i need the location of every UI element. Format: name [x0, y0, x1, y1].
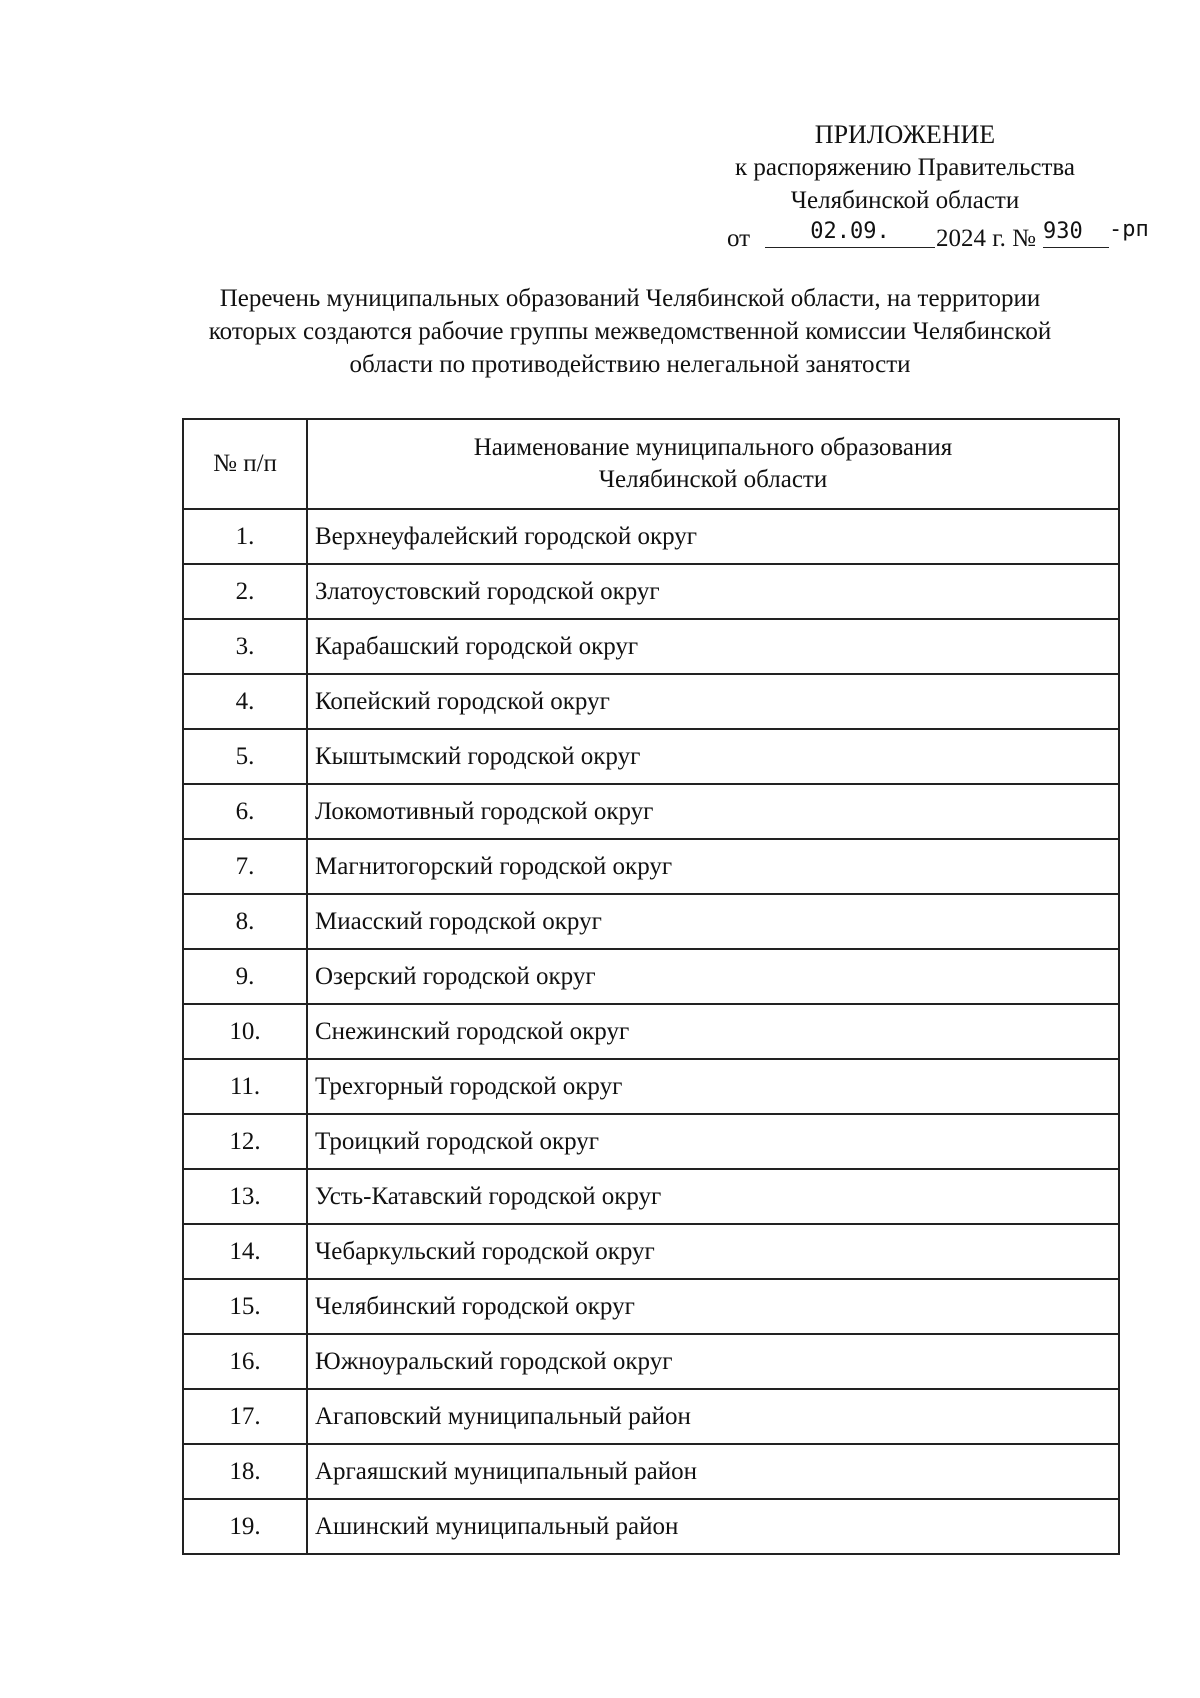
- document-title: [150, 282, 1110, 381]
- municipality-name: Челябинский городской округ: [307, 1279, 1119, 1334]
- table-row: [183, 1114, 1119, 1169]
- municipality-name: Озерский городской округ: [307, 949, 1119, 1004]
- table-row: [183, 729, 1119, 784]
- municipalities-table: [182, 418, 1120, 1555]
- table-body: [183, 509, 1119, 1554]
- header-name: [307, 419, 1119, 509]
- appendix-line-2: Челябинской области: [790, 187, 1020, 214]
- table-row: [183, 1224, 1119, 1279]
- municipality-name: Чебаркульский городской округ: [307, 1224, 1119, 1279]
- row-number: 9.: [183, 949, 307, 1004]
- row-number: 10.: [183, 1004, 307, 1059]
- row-number: 8.: [183, 894, 307, 949]
- header-name-line-2: Челябинской области: [598, 466, 828, 493]
- row-number: 1.: [183, 509, 307, 564]
- from-label: от: [727, 225, 751, 252]
- row-number: 4.: [183, 674, 307, 729]
- doc-number: 930: [1043, 219, 1083, 244]
- municipality-name: Трехгорный городской округ: [307, 1059, 1119, 1114]
- number-field: [1043, 217, 1149, 248]
- title-line-3: области по противодействию нелегальной занятости: [349, 351, 911, 378]
- table-row: [183, 674, 1119, 729]
- municipality-name: Усть-Катавский городской округ: [307, 1169, 1119, 1224]
- table-row: [183, 1004, 1119, 1059]
- municipality-name: Кыштымский городской округ: [307, 729, 1119, 784]
- row-number: 12.: [183, 1114, 307, 1169]
- title-line-1: Перечень муниципальных образований Челябинской области, на территории: [219, 285, 1041, 312]
- table-row: [183, 894, 1119, 949]
- table-header-row: [183, 419, 1119, 509]
- table-row: [183, 1334, 1119, 1389]
- row-number: 19.: [183, 1499, 307, 1554]
- date-field: [765, 217, 935, 248]
- table-row: [183, 784, 1119, 839]
- header-name-line-1: Наименование муниципального образования: [473, 434, 953, 461]
- date-day: 02.09.: [810, 219, 890, 244]
- header-num: № п/п: [183, 419, 307, 509]
- row-number: 5.: [183, 729, 307, 784]
- doc-suffix: -рп: [1109, 217, 1149, 242]
- appendix-header: [690, 118, 1120, 217]
- row-number: 2.: [183, 564, 307, 619]
- municipality-name: Аргаяшский муниципальный район: [307, 1444, 1119, 1499]
- table-row: [183, 1279, 1119, 1334]
- row-number: 6.: [183, 784, 307, 839]
- table-row: [183, 564, 1119, 619]
- table-row: [183, 839, 1119, 894]
- row-number: 16.: [183, 1334, 307, 1389]
- appendix-line-1: к распоряжению Правительства: [734, 154, 1075, 181]
- row-number: 7.: [183, 839, 307, 894]
- table-row: [183, 1499, 1119, 1554]
- row-number: 13.: [183, 1169, 307, 1224]
- municipality-name: Златоустовский городской округ: [307, 564, 1119, 619]
- municipality-name: Миасский городской округ: [307, 894, 1119, 949]
- row-number: 18.: [183, 1444, 307, 1499]
- row-number: 3.: [183, 619, 307, 674]
- date-number-line: [727, 213, 1147, 253]
- appendix-title: ПРИЛОЖЕНИЕ: [814, 120, 996, 149]
- municipality-name: Локомотивный городской округ: [307, 784, 1119, 839]
- municipality-name: Снежинский городской округ: [307, 1004, 1119, 1059]
- table-row: [183, 1059, 1119, 1114]
- municipality-name: Магнитогорский городской округ: [307, 839, 1119, 894]
- municipality-name: Южноуральский городской округ: [307, 1334, 1119, 1389]
- table-row: [183, 1169, 1119, 1224]
- date-year: 2024 г. №: [936, 225, 1037, 252]
- row-number: 14.: [183, 1224, 307, 1279]
- table-row: [183, 1389, 1119, 1444]
- table-row: [183, 949, 1119, 1004]
- municipality-name: Верхнеуфалейский городской округ: [307, 509, 1119, 564]
- municipality-name: Ашинский муниципальный район: [307, 1499, 1119, 1554]
- row-number: 17.: [183, 1389, 307, 1444]
- municipality-name: Агаповский муниципальный район: [307, 1389, 1119, 1444]
- title-line-2: которых создаются рабочие группы межведомственной комиссии Челябинской: [208, 318, 1052, 345]
- table-row: [183, 1444, 1119, 1499]
- row-number: 11.: [183, 1059, 307, 1114]
- municipality-name: Троицкий городской округ: [307, 1114, 1119, 1169]
- municipality-name: Карабашский городской округ: [307, 619, 1119, 674]
- municipality-name: Копейский городской округ: [307, 674, 1119, 729]
- table-row: [183, 619, 1119, 674]
- table-row: [183, 509, 1119, 564]
- row-number: 15.: [183, 1279, 307, 1334]
